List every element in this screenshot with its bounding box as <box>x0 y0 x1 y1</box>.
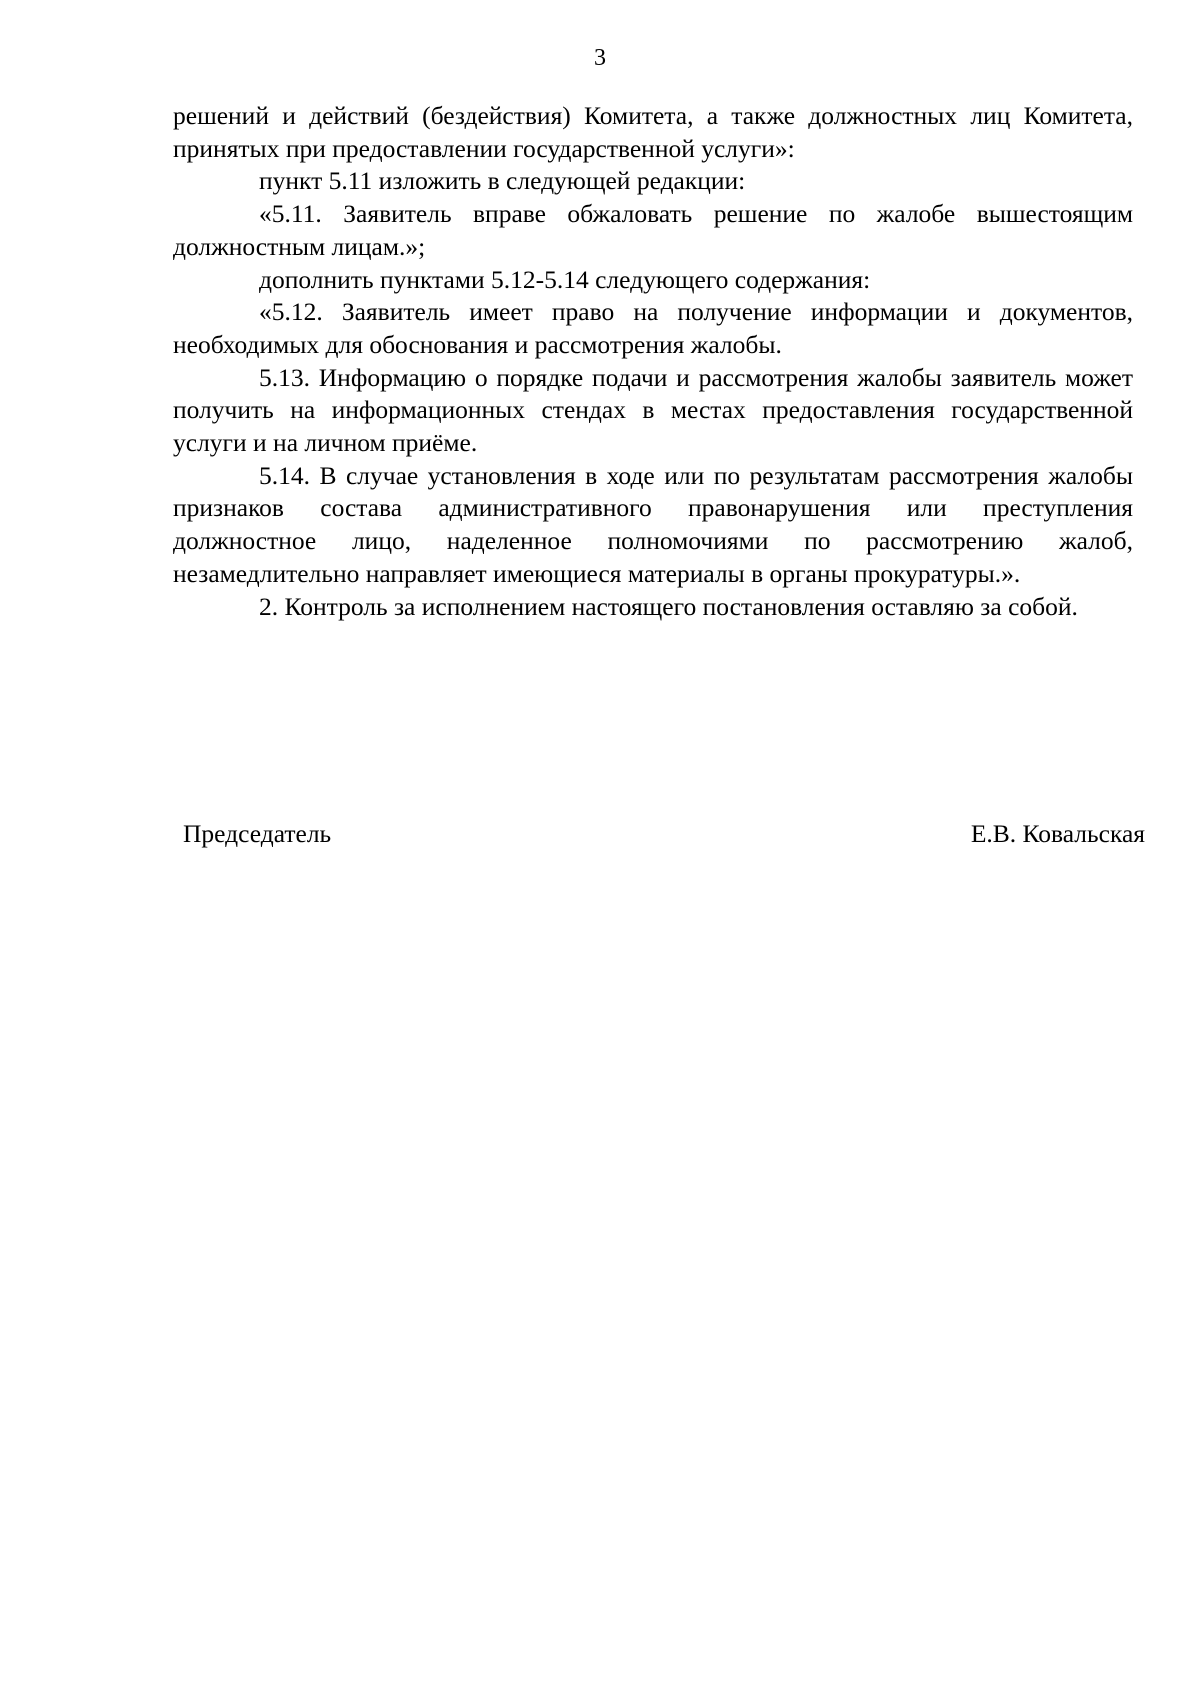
signatory-name: Е.В. Ковальская <box>970 819 1145 848</box>
document-body <box>173 100 1133 623</box>
paragraph-control-clause: 2. Контроль за исполнением настоящего постановления оставляю за собой. <box>259 591 1078 621</box>
paragraph-item-5-11: «5.11. Заявитель вправе обжаловать решение по жалобе вышестоящим должностным лицам.»; <box>173 199 1133 261</box>
paragraph-item-5-11-instruction: пункт 5.11 изложить в следующей редакции: <box>259 166 746 196</box>
paragraph-item-5-13: 5.13. Информацию о порядке подачи и рассмотрения жалобы заявитель может получить на информационных стендах в местах предоставления государственной услуги и на личном приёме. <box>173 362 1133 458</box>
page-number: 3 <box>594 45 606 71</box>
paragraph-continuation: решений и действий (бездействия) Комитета, а также должностных лиц Комитета, принятых при предоставлении государственной услуги»: <box>173 101 1133 163</box>
paragraph-add-items-instruction: дополнить пунктами 5.12-5.14 следующего содержания: <box>259 264 871 294</box>
paragraph-item-5-14: 5.14. В случае установления в ходе или по результатам рассмотрения жалобы признаков состава административного правонарушения или преступления должностное лицо, наделенное полномочиями по рассмотрению жалоб, незамедлительно направляет имеющиеся материалы в органы прокуратуры.». <box>173 460 1133 588</box>
signatory-role: Председатель <box>183 819 332 848</box>
paragraph-item-5-12: «5.12. Заявитель имеет право на получение информации и документов, необходимых для обоснования и рассмотрения жалобы. <box>173 297 1133 359</box>
